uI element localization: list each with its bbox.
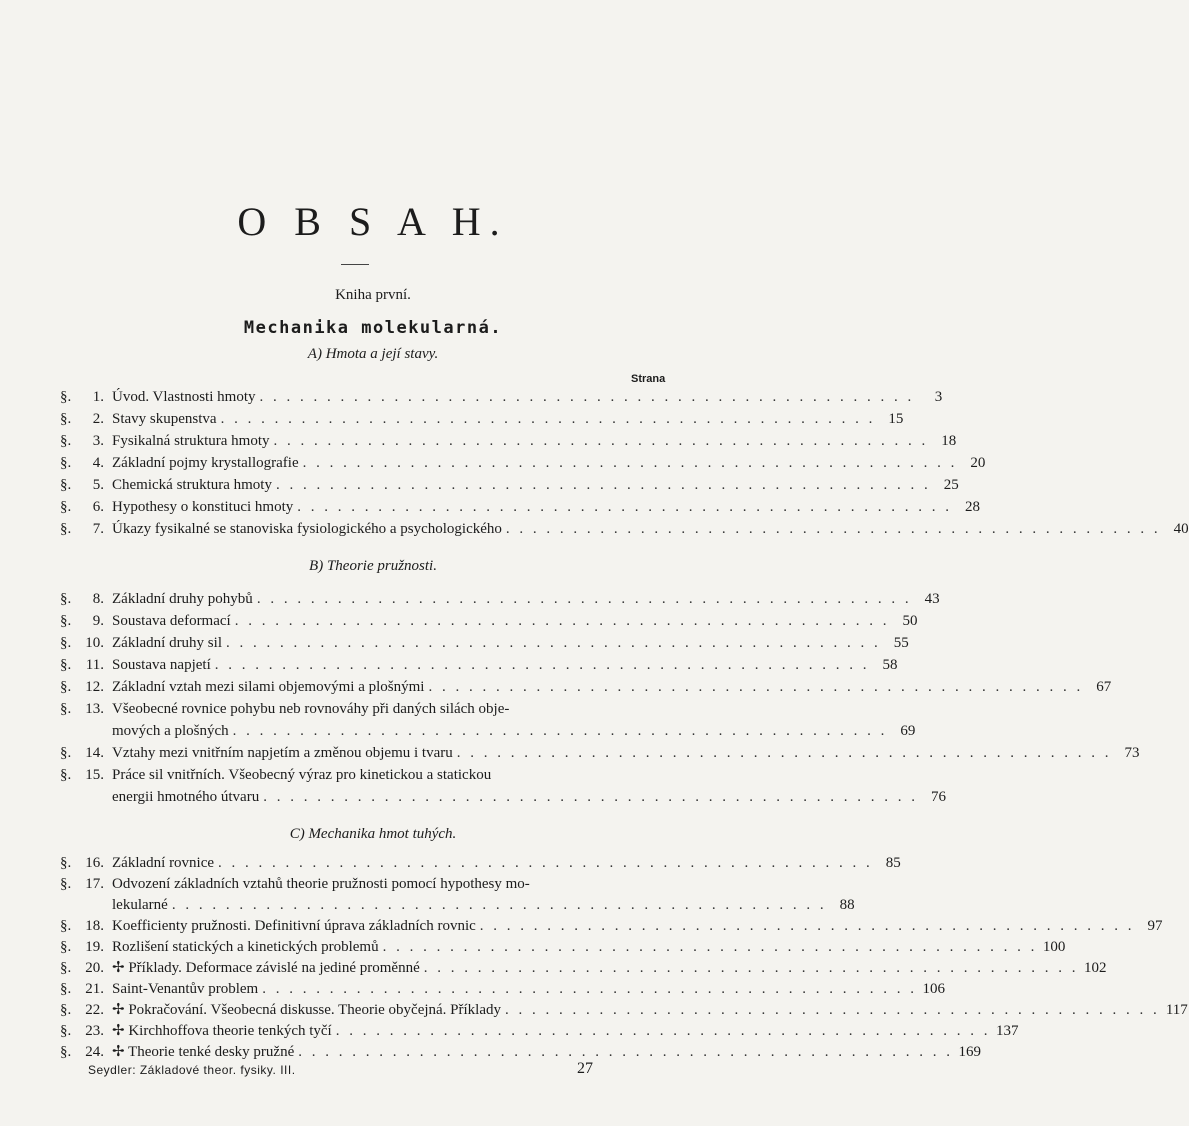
- toc-entry-page: 67: [1096, 679, 1112, 695]
- leader-dots: . . . . . . . . . . . . . . . . . . . . . . . . . . . . . . . . . . . . . . . . . . . . . . . . .: [259, 389, 915, 405]
- toc-entry: §. 15. Práce sil vnitřních. Všeobecný výraz pro kinetickou a statickou: [60, 764, 672, 786]
- part-heading: Mechanika molekularná.: [243, 318, 503, 338]
- toc-entry-title: Rozlišení statických a kinetických problemů: [112, 939, 379, 955]
- toc-entry-title-cont: mových a plošných: [112, 723, 229, 739]
- toc-entry-page: 58: [882, 657, 898, 673]
- toc-entry-page: 20: [970, 455, 986, 471]
- leader-dots: . . . . . . . . . . . . . . . . . . . . . . . . . . . . . . . . . . . . . . . . . . . . . . . . .: [232, 723, 888, 739]
- toc-entry: §. 4. Základní pojmy krystallografie . . . . . . . . . . . . . . . . . . . . . . . . . . . . . . . . . . . . . . . . . . . . . . . . . 20: [60, 452, 672, 474]
- section-heading-a: A) Hmota a její stavy.: [307, 346, 439, 362]
- toc-entry: §. 23. ✢ Kirchhoffova theorie tenkých tyčí . . . . . . . . . . . . . . . . . . . . . . . . . . . . . . . . . . . . . . . . . . . . . . . . . 137: [60, 1020, 672, 1042]
- toc-entry-page: 76: [930, 789, 946, 805]
- leader-dots: . . . . . . . . . . . . . . . . . . . . . . . . . . . . . . . . . . . . . . . . . . . . . . . . .: [263, 789, 918, 805]
- toc-entry-page: 137: [995, 1023, 1019, 1039]
- toc-entry-title: Odvození základních vztahů theorie pružnosti pomocí hypothesy mo-: [112, 876, 530, 892]
- toc-entry: §. 8. Základní druhy pohybů . . . . . . . . . . . . . . . . . . . . . . . . . . . . . . . . . . . . . . . . . . . . . . . . . 43: [60, 588, 672, 610]
- toc-entry-page: 73: [1124, 745, 1140, 761]
- toc-entry: §. 17. Odvození základních vztahů theorie pružnosti pomocí hypothesy mo-: [60, 873, 672, 895]
- leader-dots: . . . . . . . . . . . . . . . . . . . . . . . . . . . . . . . . . . . . . . . . . . . . . . . . .: [214, 657, 870, 673]
- leader-dots: . . . . . . . . . . . . . . . . . . . . . . . . . . . . . . . . . . . . . . . . . . . . . . . . .: [273, 433, 929, 449]
- toc-entry-title: Všeobecné rovnice pohybu neb rovnováhy při daných silách obje-: [112, 701, 510, 717]
- toc-entry: §. 12. Základní vztah mezi silami objemovými a plošnými . . . . . . . . . . . . . . . . . . . . . . . . . . . . . . . . . . . . . . . . . . . . . . . . . 67: [60, 676, 672, 698]
- page-column-label: Strana: [631, 373, 666, 385]
- toc-entry-title-cont: energii hmotného útvaru: [112, 789, 260, 805]
- leader-dots: . . . . . . . . . . . . . . . . . . . . . . . . . . . . . . . . . . . . . . . . . . . . . . . . .: [505, 1002, 1160, 1018]
- toc-entry: §. 5. Chemická struktura hmoty . . . . . . . . . . . . . . . . . . . . . . . . . . . . . . . . . . . . . . . . . . . . . . . . . 25: [60, 474, 672, 496]
- toc-entry: §. 3. Fysikalná struktura hmoty . . . . . . . . . . . . . . . . . . . . . . . . . . . . . . . . . . . . . . . . . . . . . . . . . 18: [60, 430, 672, 452]
- toc-entry-page: 169: [958, 1044, 981, 1060]
- leader-dots: . . . . . . . . . . . . . . . . . . . . . . . . . . . . . . . . . . . . . . . . . . . . . . . . .: [479, 918, 1135, 934]
- page-title: O B S A H.: [237, 199, 509, 244]
- leader-dots: . . . . . . . . . . . . . . . . . . . . . . . . . . . . . . . . . . . . . . . . . . . . . . . . .: [256, 591, 912, 607]
- toc-entry-page: 102: [1083, 960, 1107, 976]
- toc-entry-page: 40: [1173, 521, 1189, 537]
- toc-entry-continuation: [112, 786, 946, 808]
- toc-entry: §. 9. Soustava deformací . . . . . . . . . . . . . . . . . . . . . . . . . . . . . . . . . . . . . . . . . . . . . . . . . 50: [60, 610, 672, 632]
- toc-entry: §. 19. Rozlišení statických a kinetických problemů . . . . . . . . . . . . . . . . . . . . . . . . . . . . . . . . . . . . . . . . . . . . . . . . . 100: [60, 936, 672, 958]
- leader-dots: . . . . . . . . . . . . . . . . . . . . . . . . . . . . . . . . . . . . . . . . . . . . . . . . .: [171, 897, 827, 913]
- toc-entry-continuation: [112, 894, 855, 916]
- toc-entry-page: 97: [1147, 918, 1163, 934]
- toc-entry: §. 11. Soustava napjetí . . . . . . . . . . . . . . . . . . . . . . . . . . . . . . . . . . . . . . . . . . . . . . . . . 58: [60, 654, 672, 676]
- leader-dots: . . . . . . . . . . . . . . . . . . . . . . . . . . . . . . . . . . . . . . . . . . . . . . . . .: [225, 635, 881, 651]
- leader-dots: . . . . . . . . . . . . . . . . . . . . . . . . . . . . . . . . . . . . . . . . . . . . . . . . .: [302, 455, 958, 471]
- toc-entry-title: Práce sil vnitřních. Všeobecný výraz pro kinetickou a statickou: [112, 767, 492, 783]
- leader-dots: . . . . . . . . . . . . . . . . . . . . . . . . . . . . . . . . . . . . . . . . . . . . . . . . .: [275, 477, 931, 493]
- toc-entry-title: Základní rovnice: [112, 855, 215, 871]
- toc-entry-title: Základní vztah mezi silami objemovými a plošnými: [112, 679, 425, 695]
- section-heading-c: C) Mechanika hmot tuhých.: [289, 826, 457, 842]
- toc-entry-title: ✢ Theorie tenké desky pružné: [112, 1044, 295, 1060]
- book-heading: Kniha první.: [335, 287, 411, 303]
- toc-entry-page: 18: [941, 433, 957, 449]
- toc-entry-title: Úkazy fysikalné se stanoviska fysiologického a psychologického: [112, 521, 502, 537]
- toc-entry: §. 10. Základní druhy sil . . . . . . . . . . . . . . . . . . . . . . . . . . . . . . . . . . . . . . . . . . . . . . . . . 55: [60, 632, 672, 654]
- toc-entry-title: Soustava deformací: [112, 613, 231, 629]
- toc-entry-page: 117: [1165, 1002, 1188, 1018]
- toc-entry-title: Koefficienty pružnosti. Definitivní úprava základních rovnic: [112, 918, 476, 934]
- toc-entry-title: Soustava napjetí: [112, 657, 211, 673]
- toc-entry-title: ✢ Kirchhoffova theorie tenkých tyčí: [112, 1023, 332, 1039]
- toc-entry-page: 55: [893, 635, 909, 651]
- toc-entry: §. 6. Hypothesy o konstituci hmoty . . . . . . . . . . . . . . . . . . . . . . . . . . . . . . . . . . . . . . . . . . . . . . . . . 28: [60, 496, 672, 518]
- toc-entry-title: Fysikalná struktura hmoty: [112, 433, 270, 449]
- toc-entry: §. 21. Saint-Venantův problem . . . . . . . . . . . . . . . . . . . . . . . . . . . . . . . . . . . . . . . . . . . . . . . . . 106: [60, 978, 672, 1000]
- toc-entry: §. 18. Koefficienty pružnosti. Definitivní úprava základních rovnic . . . . . . . . . . . . . . . . . . . . . . . . . . . . . . . . . . . . . . . . . . . . . . . . . 97: [60, 915, 672, 937]
- leader-dots: . . . . . . . . . . . . . . . . . . . . . . . . . . . . . . . . . . . . . . . . . . . . . . . . .: [335, 1023, 991, 1039]
- toc-entry-page: 69: [900, 723, 916, 739]
- toc-entry: §. 7. Úkazy fysikalné se stanoviska fysiologického a psychologického . . . . . . . . . . . . . . . . . . . . . . . . . . . . . . . . . . . . . . . . . . . . . . . . . 40: [60, 518, 672, 540]
- toc-entry-title: ✢ Pokračování. Všeobecná diskusse. Theorie obyčejná. Příklady: [112, 1002, 502, 1018]
- leader-dots: . . . . . . . . . . . . . . . . . . . . . . . . . . . . . . . . . . . . . . . . . . . . . . . . .: [262, 981, 917, 997]
- toc-entry-title: Chemická struktura hmoty: [112, 477, 272, 493]
- toc-entry-title: Základní druhy pohybů: [112, 591, 253, 607]
- leader-dots: . . . . . . . . . . . . . . . . . . . . . . . . . . . . . . . . . . . . . . . . . . . . . . . . .: [456, 745, 1112, 761]
- toc-entry-title: Stavy skupenstva: [112, 411, 217, 427]
- toc-entry-page: 43: [924, 591, 940, 607]
- toc-entry-page: 50: [902, 613, 918, 629]
- toc-entry-title: Vztahy mezi vnitřním napjetím a změnou objemu i tvaru: [112, 745, 453, 761]
- section-heading-b: B) Theorie pružnosti.: [309, 558, 437, 574]
- leader-dots: . . . . . . . . . . . . . . . . . . . . . . . . . . . . . . . . . . . . . . . . . . . . . . . . .: [428, 679, 1084, 695]
- leader-dots: . . . . . . . . . . . . . . . . . . . . . . . . . . . . . . . . . . . . . . . . . . . . . . . . .: [505, 521, 1161, 537]
- leader-dots: . . . . . . . . . . . . . . . . . . . . . . . . . . . . . . . . . . . . . . . . . . . . . . . . .: [423, 960, 1079, 976]
- toc-entry-page: 28: [965, 499, 980, 515]
- toc-entry: §. 22. ✢ Pokračování. Všeobecná diskusse. Theorie obyčejná. Příklady . . . . . . . . . . . . . . . . . . . . . . . . . . . . . . . . . . . . . . . . . . . . . . . . . 117: [60, 999, 672, 1021]
- toc-entry: §. 2. Stavy skupenstva . . . . . . . . . . . . . . . . . . . . . . . . . . . . . . . . . . . . . . . . . . . . . . . . . 15: [60, 408, 672, 430]
- toc-entry-title: Základní pojmy krystallografie: [112, 455, 299, 471]
- toc-entry: §. 1. Úvod. Vlastnosti hmoty . . . . . . . . . . . . . . . . . . . . . . . . . . . . . . . . . . . . . . . . . . . . . . . . . 3: [60, 386, 672, 408]
- toc-entry-title: Hypothesy o konstituci hmoty: [112, 499, 294, 515]
- toc-entry-title-cont: lekularné: [112, 897, 168, 913]
- leader-dots: . . . . . . . . . . . . . . . . . . . . . . . . . . . . . . . . . . . . . . . . . . . . . . . . .: [298, 1044, 953, 1060]
- toc-entry-title: ✢ Příklady. Deformace závislé na jediné proměnné: [112, 960, 420, 976]
- leader-dots: . . . . . . . . . . . . . . . . . . . . . . . . . . . . . . . . . . . . . . . . . . . . . . . . .: [218, 855, 873, 871]
- toc-entry: §. 24. ✢ Theorie tenké desky pružné . . . . . . . . . . . . . . . . . . . . . . . . . . . . . . . . . . . . . . . . . . . . . . . . . 169: [60, 1041, 672, 1063]
- toc-entry-title: Saint-Venantův problem: [112, 981, 259, 997]
- toc-entry-page: 3: [934, 389, 943, 405]
- footer-note: Seydler: Základové theor. fysiky. III.: [88, 1063, 296, 1077]
- toc-entry-page: 15: [888, 411, 904, 427]
- toc-entry-page: 25: [943, 477, 959, 493]
- leader-dots: . . . . . . . . . . . . . . . . . . . . . . . . . . . . . . . . . . . . . . . . . . . . . . . . .: [382, 939, 1038, 955]
- leader-dots: . . . . . . . . . . . . . . . . . . . . . . . . . . . . . . . . . . . . . . . . . . . . . . . . .: [220, 411, 876, 427]
- toc-entry-continuation: [112, 720, 916, 742]
- leader-dots: . . . . . . . . . . . . . . . . . . . . . . . . . . . . . . . . . . . . . . . . . . . . . . . . .: [297, 499, 952, 515]
- toc-entry-page: 100: [1042, 939, 1066, 955]
- toc-entry-page: 88: [839, 897, 855, 913]
- toc-entry-title: Úvod. Vlastnosti hmoty: [112, 389, 256, 405]
- leader-dots: . . . . . . . . . . . . . . . . . . . . . . . . . . . . . . . . . . . . . . . . . . . . . . . . .: [234, 613, 890, 629]
- toc-entry: §. 20. ✢ Příklady. Deformace závislé na jediné proměnné . . . . . . . . . . . . . . . . . . . . . . . . . . . . . . . . . . . . . . . . . . . . . . . . . 102: [60, 957, 672, 979]
- toc-entry: §. 14. Vztahy mezi vnitřním napjetím a změnou objemu i tvaru . . . . . . . . . . . . . . . . . . . . . . . . . . . . . . . . . . . . . . . . . . . . . . . . . 73: [60, 742, 672, 764]
- toc-entry-title: Základní druhy sil: [112, 635, 222, 651]
- toc-entry: §. 13. Všeobecné rovnice pohybu neb rovnováhy při daných silách obje-: [60, 698, 672, 720]
- title-rule: [341, 264, 369, 265]
- signature-number: 27: [577, 1060, 593, 1077]
- toc-entry: §. 16. Základní rovnice . . . . . . . . . . . . . . . . . . . . . . . . . . . . . . . . . . . . . . . . . . . . . . . . . 85: [60, 852, 672, 874]
- toc-entry-page: 106: [922, 981, 945, 997]
- toc-entry-page: 85: [885, 855, 901, 871]
